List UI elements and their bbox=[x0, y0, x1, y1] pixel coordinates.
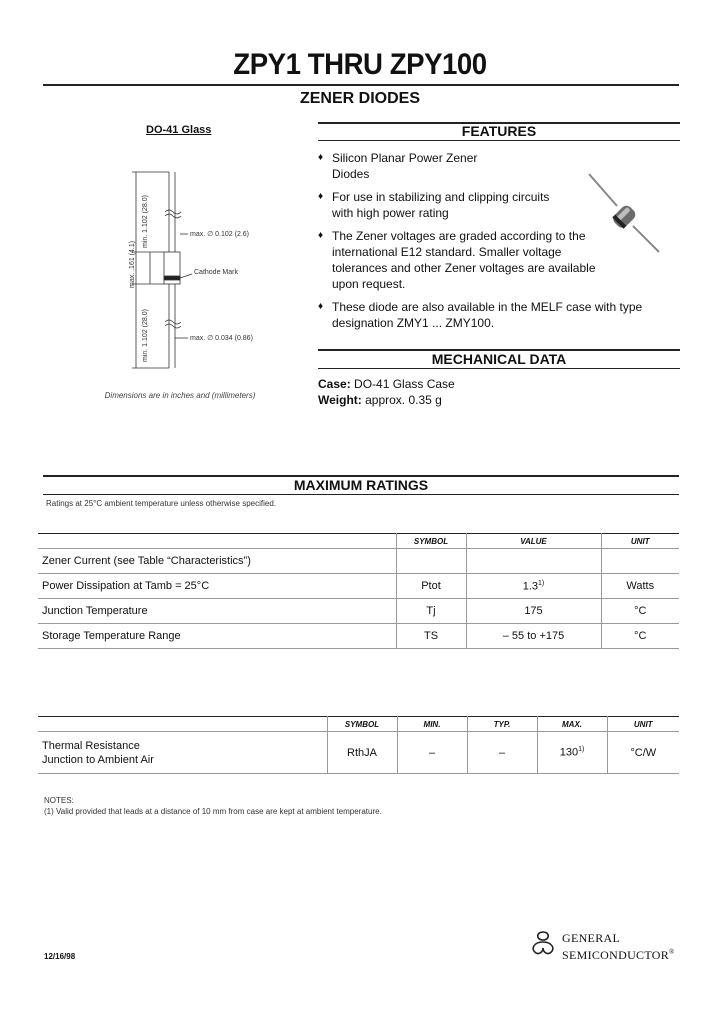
col-unit: UNIT bbox=[601, 534, 679, 549]
page-subtitle: ZENER DIODES bbox=[299, 90, 420, 107]
company-brand: GENERAL SEMICONDUCTOR® bbox=[562, 931, 675, 962]
dimension-note: Dimensions are in inches and (millimeters) bbox=[104, 391, 256, 400]
revision-date: 12/16/98 bbox=[44, 952, 76, 961]
bullet-icon: ♦ bbox=[318, 230, 324, 241]
ratings-note: Ratings at 25°C ambient temperature unless otherwise specified. bbox=[46, 499, 276, 508]
bullet-icon: ♦ bbox=[318, 301, 324, 312]
mechanical-data bbox=[318, 376, 455, 408]
cathode-mark-label: Cathode Mark bbox=[194, 269, 238, 276]
thermal-table bbox=[38, 716, 679, 774]
table-row: Storage Temperature Range TS – 55 to +175 °C bbox=[38, 624, 679, 649]
feature-item: ♦ The Zener voltages are graded according to the international E12 standard. Smaller voltage tolerances and other Zener voltages are available upon request. bbox=[318, 229, 596, 291]
bullet-icon: ♦ bbox=[318, 191, 324, 202]
dim-lead-top: min. 1.102 (28.0) bbox=[142, 195, 149, 248]
diode-photo bbox=[585, 170, 665, 255]
dim-lead-dia: max. ∅ 0.034 (0.86) bbox=[190, 335, 253, 342]
company-logo-icon bbox=[528, 929, 558, 957]
title-rule bbox=[43, 84, 679, 86]
feature-item: ♦ Silicon Planar Power Zener Diodes bbox=[318, 151, 478, 181]
max-ratings-underline bbox=[43, 494, 679, 495]
table-header-row: SYMBOL MIN. TYP. MAX. UNIT bbox=[38, 717, 679, 732]
table-header-row bbox=[38, 534, 679, 549]
dim-lead-bottom: min. 1.102 (28.0) bbox=[142, 309, 149, 362]
table-row: Zener Current (see Table “Characteristics”) bbox=[38, 549, 679, 574]
page-title: ZPY1 THRU ZPY100 bbox=[233, 48, 487, 81]
feature-item: ♦ For use in stabilizing and clipping circuits with high power rating bbox=[318, 190, 550, 220]
features-underline bbox=[318, 140, 680, 141]
max-ratings-heading: MAXIMUM RATINGS bbox=[293, 477, 429, 493]
notes bbox=[44, 795, 382, 817]
case-line: Case: DO-41 Glass Case bbox=[318, 377, 455, 391]
table-row: Power Dissipation at Tamb = 25°C Ptot 1.3$^{1)}$ Watts bbox=[38, 574, 679, 599]
features-heading: FEATURES bbox=[461, 123, 537, 139]
mechanical-heading: MECHANICAL DATA bbox=[431, 351, 567, 367]
package-outline-drawing bbox=[120, 170, 280, 390]
mechanical-underline bbox=[318, 368, 680, 369]
dim-body-dia: max. ∅ 0.102 (2.6) bbox=[190, 231, 250, 238]
col-symbol: SYMBOL bbox=[396, 534, 466, 549]
weight-line: Weight: approx. 0.35 g bbox=[318, 393, 442, 407]
bullet-icon: ♦ bbox=[318, 152, 324, 163]
note-item: (1) Valid provided that leads at a distance of 10 mm from case are kept at ambient temperature. bbox=[44, 807, 382, 816]
notes-heading: NOTES: bbox=[44, 796, 74, 805]
package-label: DO-41 Glass bbox=[146, 124, 212, 136]
feature-item: ♦ These diode are also available in the MELF case with type designation ZMY1 ... ZMY100. bbox=[318, 300, 643, 330]
max-ratings-table bbox=[38, 533, 679, 649]
col-value: VALUE bbox=[466, 534, 601, 549]
dim-body-len: max. .161 (4.1) bbox=[129, 240, 136, 288]
table-row: Thermal Resistance Junction to Ambient Air RthJA – – 130$^{1)}$ °C/W bbox=[38, 732, 679, 774]
table-row: Junction Temperature Tj 175 °C bbox=[38, 599, 679, 624]
